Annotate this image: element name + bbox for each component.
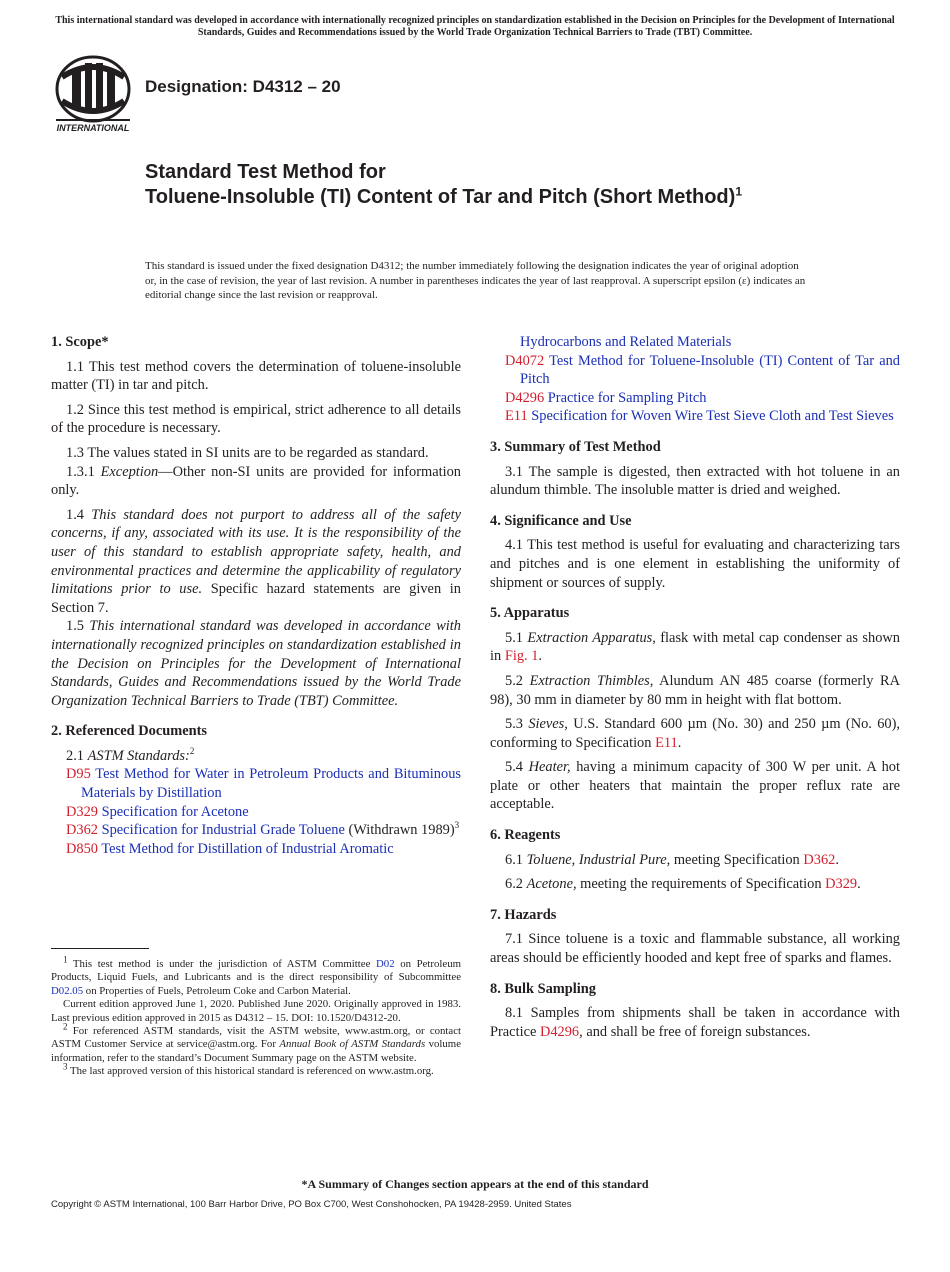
para-5-2: 5.2 Extraction Thimbles, Alundum AN 485 coarse (formerly RA 98), 30 mm in diameter by 80 mm in height with flat bottom. — [490, 672, 900, 708]
para-1-5: 1.5 This international standard was developed in accordance with internationally recognized principles on standardization established in the Decision on Principles for the Development of International Standards, Guides and Recommendations issued by the World Trade Organization Technical Barriers to Trade (TBT) Committee. — [51, 618, 461, 709]
astm-logo — [52, 55, 134, 135]
para-7-1: 7.1 Since toluene is a toxic and flammable substance, all working areas should be efficiently hooded and kept free of sparks and flames. — [490, 931, 900, 967]
page-title — [145, 160, 765, 210]
link-d329[interactable]: D329 — [825, 876, 858, 893]
left-column — [51, 333, 461, 858]
footnote-1-edition: Current edition approved June 1, 2020. Published June 2020. Originally approved in 1983. Last previous edition approved in 2015 as D4312 – 15. DOI: 10.1520/D4312-20. — [51, 998, 461, 1024]
link-d02[interactable]: D02 — [376, 958, 395, 970]
para-5-4: 5.4 Heater, having a minimum capacity of 300 W per unit. A hot plate or other heaters that maintain the proper reflux rate are acceptable. — [490, 759, 900, 813]
title-line-1: Standard Test Method for — [145, 161, 386, 183]
ref-item-d4072[interactable]: D4072 Test Method for Toluene-Insoluble (TI) Content of Tar and Pitch — [505, 352, 900, 388]
footnote-2: $^2$ For referenced ASTM standards, visit the ASTM website, www.astm.org, or contact ASTM Customer Service at service@astm.org. For Annual Book of ASTM Standards volume information, refer to the standard’s Document Summary page on the ASTM website. — [51, 1021, 461, 1064]
para-1-4: 1.4 This standard does not purport to address all of the safety concerns, if any, associated with its use. It is the responsibility of the user of this standard to establish appropriate safety, health, and environmental practices and determine the applicability of regulatory limitations prior to use. Specific hazard statements are given in Section 7. — [51, 506, 461, 616]
para-8-1: 8.1 Samples from shipments shall be taken in accordance with Practice D4296, and shall be free of foreign substances. — [490, 1005, 900, 1040]
section-1-heading: 1. Scope* — [51, 334, 109, 350]
link-d362[interactable]: D362 — [803, 851, 836, 868]
astm-logo-icon — [52, 55, 134, 135]
para-1-3: 1.3 The values stated in SI units are to be regarded as standard. — [66, 444, 429, 461]
link-d02-05[interactable]: D02.05 — [51, 984, 84, 997]
wto-notice: This international standard was developed in accordance with internationally recognized principles on standardization established in the Decision on Principles for the Development of International Standards, Guides and Recommendations issued by the World Trade Organization Technical Barriers to Trade (TBT) Committee. — [55, 15, 895, 38]
section-3-heading: 3. Summary of Test Method — [490, 438, 661, 455]
issued-note: This standard is issued under the fixed designation D4312; the number immediately following the designation indicates the year of original adoption or, in the case of revision, the year of last revision. A number in parentheses indicates the year of last reapproval. A superscript epsilon (ε) indicates an editorial change since the last revision or reapproval. — [145, 260, 806, 301]
title-line-2: Toluene-Insoluble (TI) Content of Tar and Pitch (Short Method) — [145, 186, 736, 208]
section-4-heading: 4. Significance and Use — [490, 512, 632, 529]
link-fig-1[interactable]: Fig. 1 — [504, 648, 539, 665]
para-6-2: 6.2 Acetone, meeting the requirements of Specification D329. — [505, 876, 861, 893]
section-6-heading: 6. Reagents — [490, 827, 561, 844]
para-1-2: 1.2 Since this test method is empirical, strict adherence to all details of the procedure is necessary. — [51, 401, 461, 437]
para-5-3: 5.3 Sieves, U.S. Standard 600 µm (No. 30) and 250 µm (No. 60), conforming to Specification E11. — [490, 716, 900, 751]
copyright: Copyright © ASTM International, 100 Barr Harbor Drive, PO Box C700, West Conshohocken, PA 19428-2959. United States — [51, 1199, 572, 1210]
para-1-3-1: 1.3.1 Exception—Other non-SI units are provided for information only. — [51, 463, 461, 499]
footnote-3: $^3$ The last approved version of this historical standard is referenced on www.astm.org. — [63, 1061, 434, 1078]
ref-item-e11[interactable]: E11 Specification for Woven Wire Test Sieve Cloth and Test Sieves — [505, 408, 894, 425]
designation: Designation: D4312 – 20 — [145, 77, 341, 96]
title-footnote-mark: 1 — [735, 184, 742, 199]
link-d4296[interactable]: D4296 — [539, 1023, 580, 1040]
right-column — [490, 333, 900, 1041]
ref-item-d4296[interactable]: D4296 Practice for Sampling Pitch — [505, 389, 707, 406]
section-5-heading: 5. Apparatus — [490, 605, 570, 622]
para-3-1: 3.1 The sample is digested, then extracted with hot toluene in an alundum thimble. The insoluble matter is dried and weighed. — [490, 463, 900, 499]
para-1-1: 1.1 This test method covers the determination of toluene-insoluble matter (TI) in tar and pitch. — [51, 358, 461, 394]
para-2-1: 2.1 ASTM Standards:$^2$ — [66, 746, 195, 764]
footnote-1: $^1$ This test method is under the jurisdiction of ASTM Committee D02 on Petroleum Products, Liquid Fuels, and Lubricants and is the direct responsibility of Subcommittee D02.05 on Properties of Fuels, Petroleum Coke and Carbon Material. — [51, 954, 461, 997]
ref-item-d95[interactable]: D95 Test Method for Water in Petroleum Products and Bituminous Materials by Distillation — [66, 766, 461, 802]
para-5-1: 5.1 Extraction Apparatus, flask with metal cap condenser as shown in Fig. 1. — [490, 629, 901, 665]
link-e11[interactable]: E11 — [655, 734, 678, 751]
footnote-rule — [51, 948, 149, 949]
ref-item-d850-cont[interactable]: Hydrocarbons and Related Materials — [520, 334, 732, 350]
ref-item-d850-start[interactable]: D850 Test Method for Distillation of Industrial Aromatic — [66, 840, 394, 857]
section-2-heading: 2. Referenced Documents — [51, 723, 207, 740]
footnotes — [51, 954, 461, 1079]
ref-item-d362[interactable]: D362 Specification for Industrial Grade Toluene (Withdrawn 1989)$^3$ — [66, 820, 460, 839]
ref-item-d329[interactable]: D329 Specification for Acetone — [66, 803, 249, 820]
para-4-1: 4.1 This test method is useful for evaluating and characterizing tars and pitches and is one element in establishing the uniformity of shipment or sources of supply. — [490, 537, 900, 591]
section-8-heading: 8. Bulk Sampling — [490, 980, 596, 997]
svg-text:INTERNATIONAL: INTERNATIONAL — [56, 123, 130, 133]
summary-of-changes-note: *A Summary of Changes section appears at the end of this standard — [301, 1177, 649, 1191]
section-7-heading: 7. Hazards — [490, 906, 557, 923]
para-6-1: 6.1 Toluene, Industrial Pure, meeting Specification D362. — [505, 851, 839, 868]
